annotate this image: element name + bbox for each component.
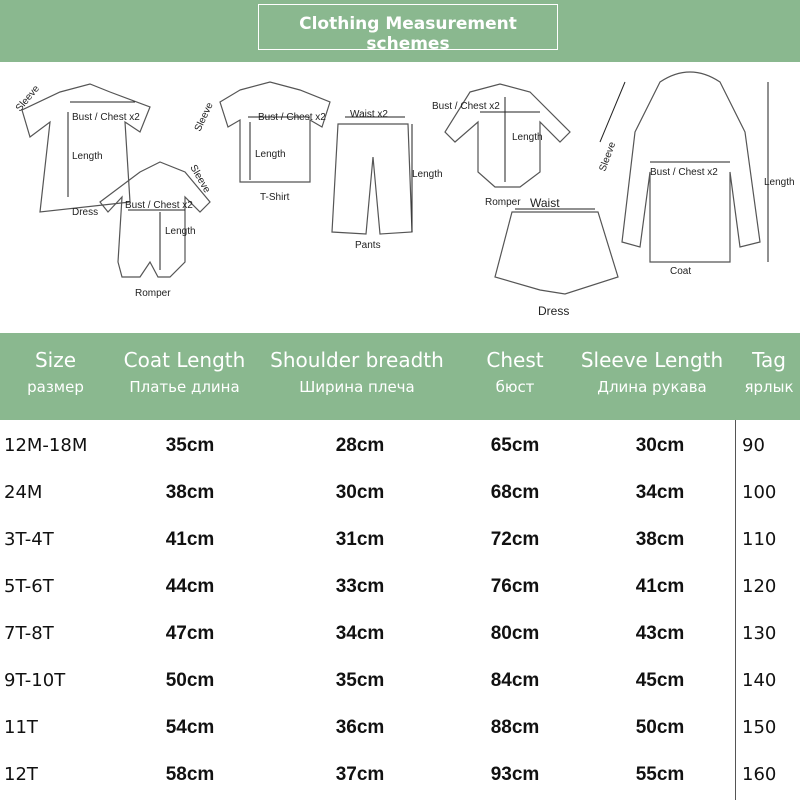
- cell-tag: 100: [742, 482, 777, 503]
- cell-size: 7T-8T: [4, 623, 54, 644]
- dress-bust-label: Bust / Chest x2: [72, 112, 140, 123]
- size-table-header: [0, 333, 800, 420]
- header-band: [0, 0, 800, 62]
- measurement-diagram: [0, 62, 800, 330]
- cell-sleeve-length: 50cm: [635, 717, 685, 738]
- cell-tag: 160: [742, 764, 777, 785]
- coat-caption: Coat: [670, 266, 692, 277]
- cell-size: 12M-18M: [4, 435, 88, 456]
- dress-caption-skirt: Dress: [538, 304, 570, 318]
- skirt-illustration: [495, 212, 618, 294]
- cell-sleeve-length: 55cm: [635, 764, 685, 785]
- cell-shoulder-breadth: 34cm: [335, 623, 385, 644]
- cell-coat-length: 58cm: [165, 764, 215, 785]
- pants-caption: Pants: [355, 240, 381, 251]
- diagram-illustrations: [0, 62, 800, 330]
- table-row: [0, 565, 800, 609]
- tshirt-length-label: Length: [255, 149, 286, 160]
- cell-shoulder-breadth: 36cm: [335, 717, 385, 738]
- cell-coat-length: 44cm: [165, 576, 215, 597]
- tshirt-bust-label: Bust / Chest x2: [258, 112, 326, 123]
- cell-chest: 88cm: [490, 717, 540, 738]
- coat-sleeve-arrow: [600, 82, 625, 142]
- cell-shoulder-breadth: 28cm: [335, 435, 385, 456]
- cell-coat-length: 47cm: [165, 623, 215, 644]
- cell-shoulder-breadth: 33cm: [335, 576, 385, 597]
- cell-chest: 72cm: [490, 529, 540, 550]
- cell-tag: 110: [742, 529, 777, 550]
- tshirt-caption: T-Shirt: [260, 192, 290, 203]
- romper-caption-left: Romper: [135, 288, 171, 299]
- dress-caption: Dress: [72, 207, 99, 218]
- coat-sleeve-label: Sleeve: [597, 140, 619, 174]
- coat-bust-label: Bust / Chest x2: [650, 167, 718, 178]
- cell-tag: 120: [742, 576, 777, 597]
- header-chest: Chest бюст: [486, 348, 544, 396]
- cell-sleeve-length: 43cm: [635, 623, 685, 644]
- dress-sleeve-label: Sleeve: [13, 83, 42, 114]
- romper-caption-right: Romper: [485, 197, 521, 208]
- tshirt-sleeve-label: Sleeve: [192, 100, 216, 134]
- cell-size: 5T-6T: [4, 576, 54, 597]
- cell-size: 11T: [4, 717, 38, 738]
- bodysuit-length-label: Length: [512, 132, 543, 143]
- table-row: [0, 753, 800, 797]
- cell-shoulder-breadth: 35cm: [335, 670, 385, 691]
- cell-tag: 150: [742, 717, 777, 738]
- cell-chest: 80cm: [490, 623, 540, 644]
- cell-chest: 76cm: [490, 576, 540, 597]
- cell-tag: 140: [742, 670, 777, 691]
- romper-length-label: Length: [165, 226, 196, 237]
- cell-shoulder-breadth: 30cm: [335, 482, 385, 503]
- cell-chest: 93cm: [490, 764, 540, 785]
- romper-illustration-left: [100, 162, 213, 277]
- table-row: [0, 471, 800, 515]
- cell-size: 3T-4T: [4, 529, 54, 550]
- page-title: Clothing Measurement schemes: [299, 14, 517, 54]
- cell-coat-length: 38cm: [165, 482, 215, 503]
- cell-coat-length: 41cm: [165, 529, 215, 550]
- cell-chest: 68cm: [490, 482, 540, 503]
- table-row: [0, 518, 800, 562]
- title-frame: [258, 4, 558, 54]
- cell-coat-length: 50cm: [165, 670, 215, 691]
- bodysuit-bust-label: Bust / Chest x2: [432, 101, 500, 112]
- cell-sleeve-length: 45cm: [635, 670, 685, 691]
- cell-size: 24M: [4, 482, 43, 503]
- cell-sleeve-length: 34cm: [635, 482, 685, 503]
- cell-tag: 130: [742, 623, 777, 644]
- header-coat-length: Coat Length Платье длина: [123, 348, 246, 396]
- cell-sleeve-length: 30cm: [635, 435, 685, 456]
- table-row: [0, 612, 800, 656]
- cell-shoulder-breadth: 37cm: [335, 764, 385, 785]
- table-row: [0, 659, 800, 703]
- header-sleeve-length: Sleeve Length Длина рукава: [580, 348, 724, 396]
- cell-sleeve-length: 38cm: [635, 529, 685, 550]
- pants-waist-label: Waist x2: [350, 109, 388, 120]
- cell-coat-length: 54cm: [165, 717, 215, 738]
- pants-illustration: [332, 124, 412, 234]
- cell-size: 9T-10T: [4, 670, 66, 691]
- tshirt-illustration: [220, 82, 330, 182]
- dress-illustration: [22, 84, 150, 212]
- romper-sleeve-label: Sleeve: [187, 163, 213, 195]
- table-row: [0, 706, 800, 750]
- cell-size: 12T: [4, 764, 38, 785]
- romper-bust-label: Bust / Chest x2: [125, 200, 193, 211]
- cell-tag: 90: [742, 435, 765, 456]
- cell-sleeve-length: 41cm: [635, 576, 685, 597]
- skirt-waist-label: Waist: [530, 196, 560, 210]
- cell-chest: 84cm: [490, 670, 540, 691]
- header-size: Size размер: [27, 348, 84, 396]
- pants-length-label: Length: [412, 169, 443, 180]
- header-tag: Tag ярлык: [744, 348, 794, 396]
- cell-shoulder-breadth: 31cm: [335, 529, 385, 550]
- header-shoulder-breadth: Shoulder breadth Ширина плеча: [270, 348, 444, 396]
- dress-length-label: Length: [72, 151, 103, 162]
- cell-coat-length: 35cm: [165, 435, 215, 456]
- cell-chest: 65cm: [490, 435, 540, 456]
- coat-length-label: Length: [764, 177, 795, 188]
- romper-illustration-right: [445, 84, 570, 187]
- table-row: [0, 424, 800, 468]
